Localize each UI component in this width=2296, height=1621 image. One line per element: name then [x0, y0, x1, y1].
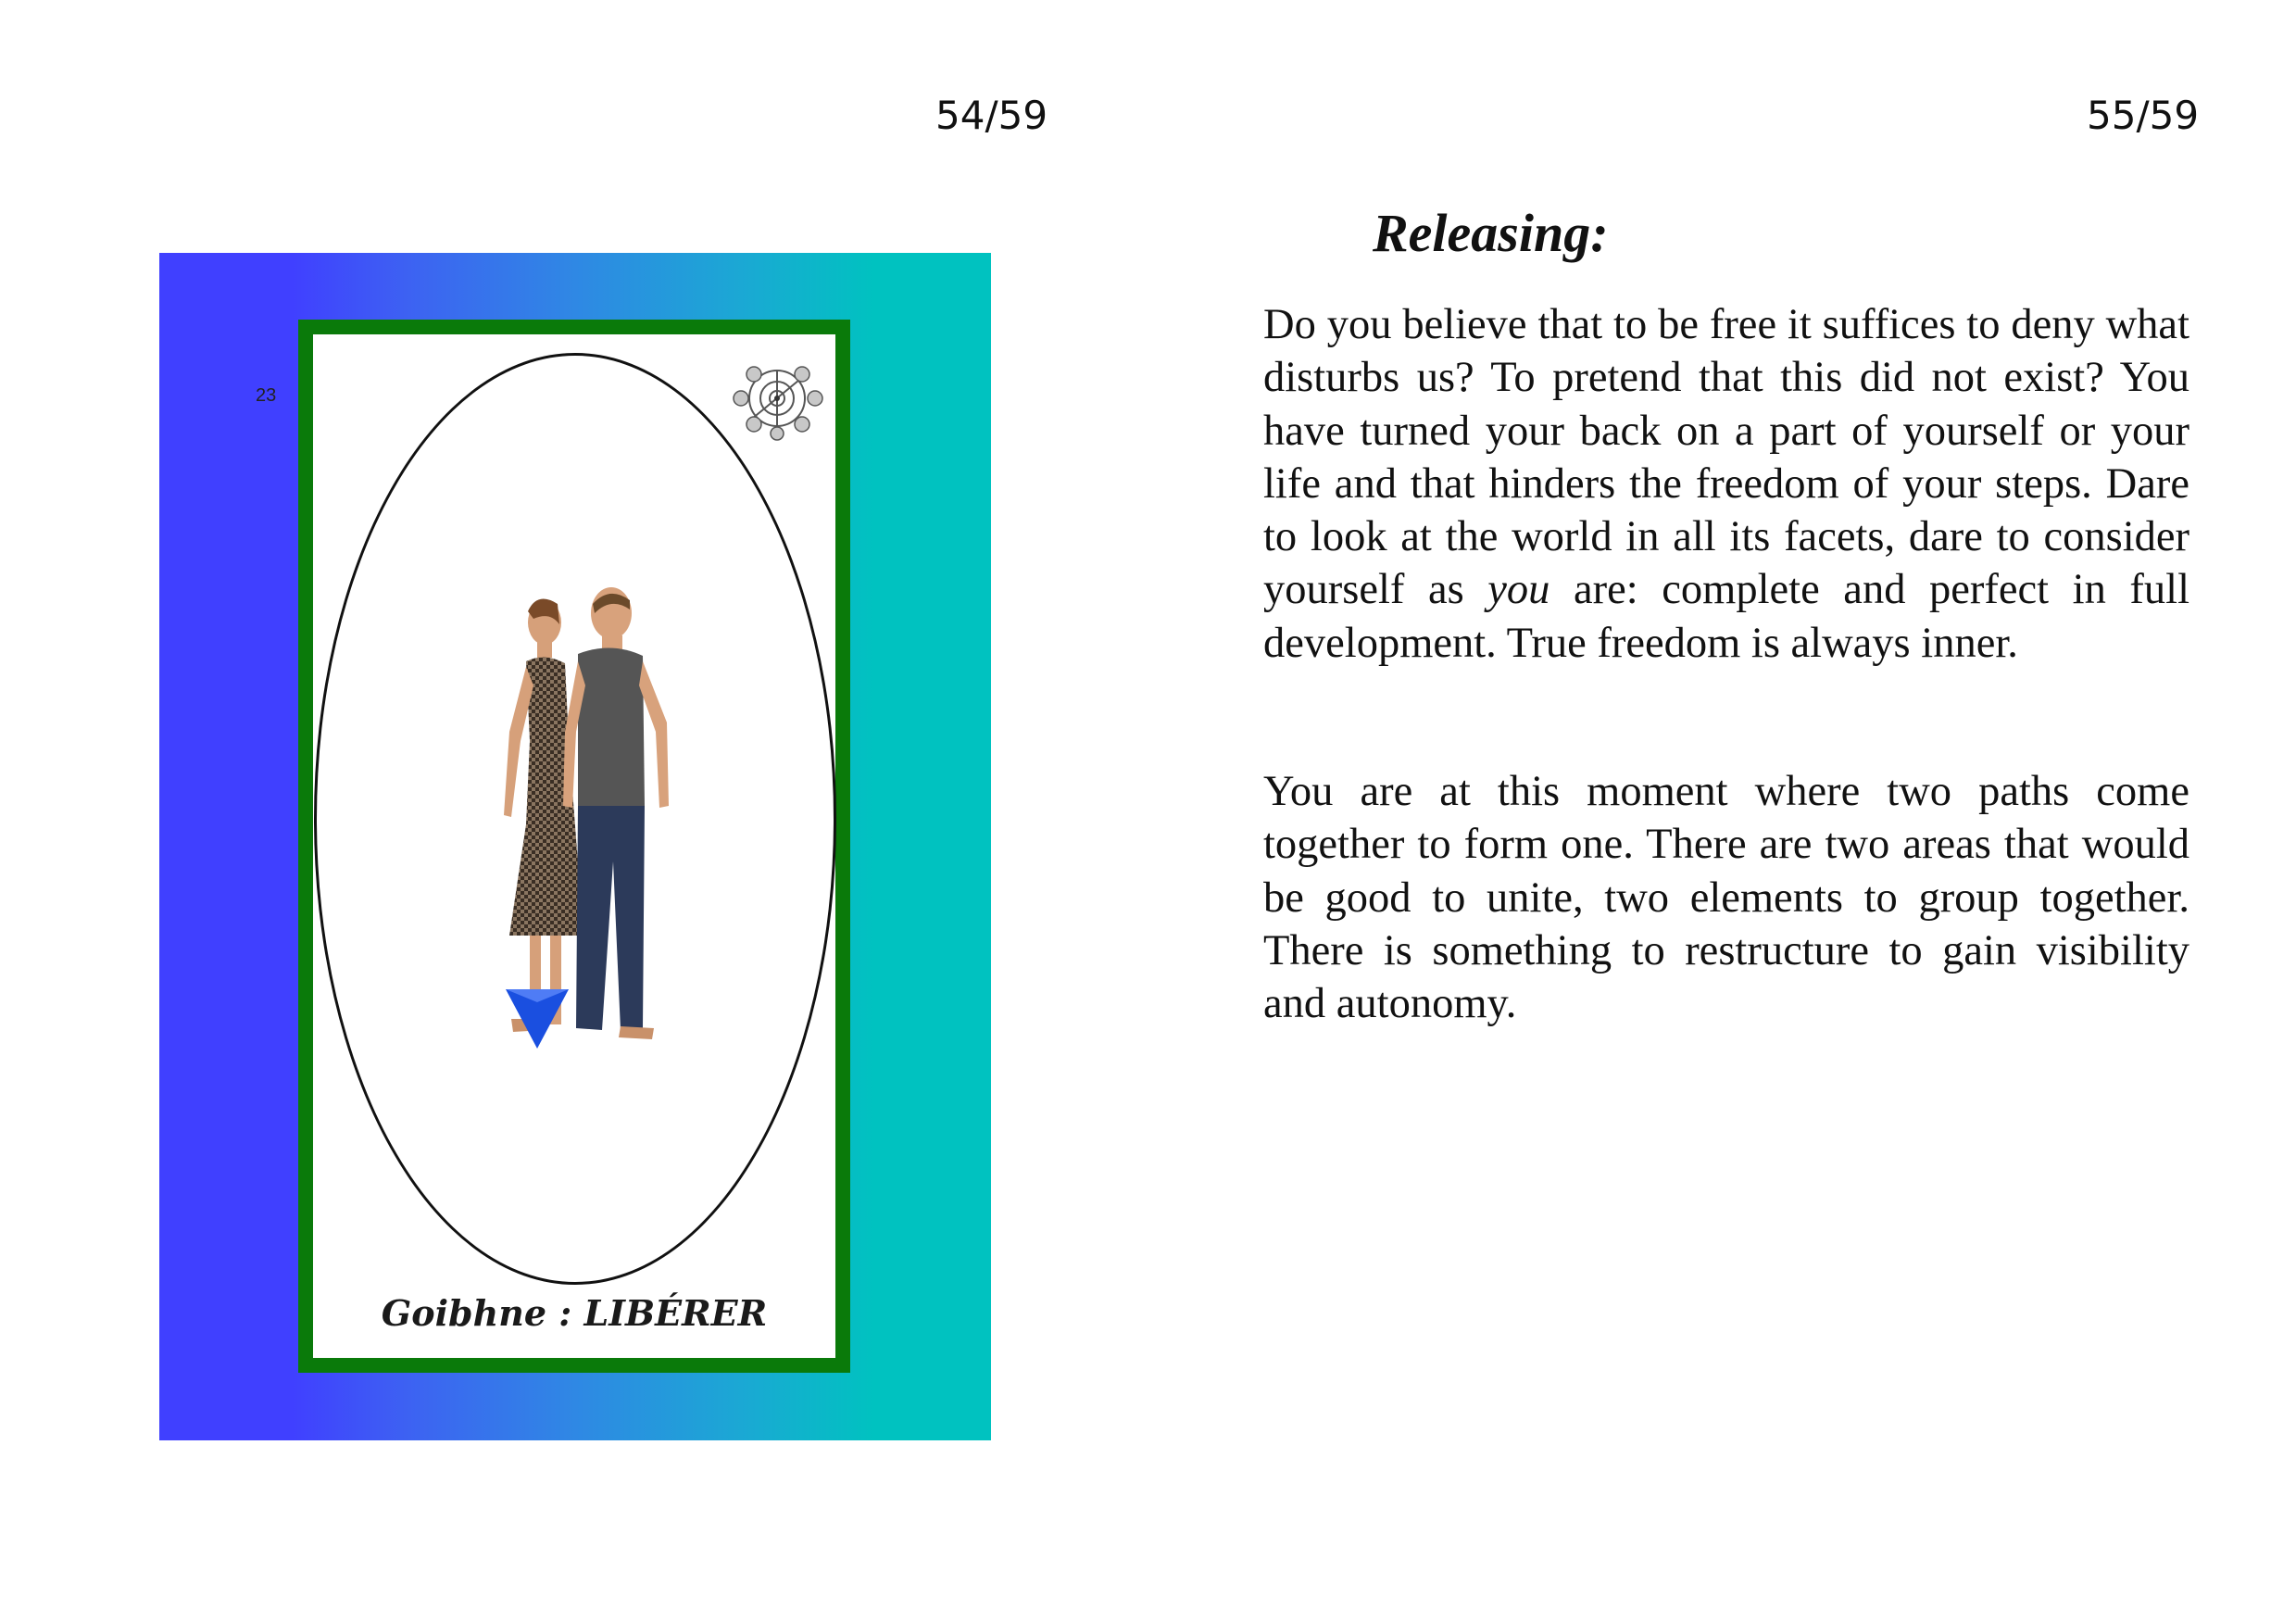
- paragraph-1-text-a: Do you believe that to be free it suffices to deny what disturbs us? To pretend that this did not exist? You have turned your back on a part of yourself or your life and that hinders the freedom of your steps. Dare to look at the world in all its facets, dare to consider yourself as: [1263, 301, 2189, 614]
- paragraph-1: [1263, 298, 2189, 670]
- paragraph-2: You are at this moment where two paths come together to form one. There are two areas that would be good to unite, two elements to group together. There is something to restructure to gain visibility and autonomy.: [1263, 768, 2189, 1028]
- mandala-symbol-icon: [728, 352, 826, 445]
- page-number-right: 55/59: [2087, 93, 2200, 138]
- page-number-left: 54/59: [935, 93, 1048, 138]
- card-caption: Goibhne : LIBÉRER: [381, 1292, 768, 1334]
- section-heading: Releasing:: [1373, 203, 1609, 263]
- paragraph-1-italic: you: [1487, 566, 1550, 614]
- paragraph-1-text-b: are: complete and perfect in full development. True freedom is always inner.: [1263, 566, 2190, 667]
- man-figure: [563, 587, 669, 1039]
- figures-illustration: [472, 584, 695, 1056]
- woman-figure: [504, 599, 583, 1032]
- card-number: 23: [256, 385, 277, 406]
